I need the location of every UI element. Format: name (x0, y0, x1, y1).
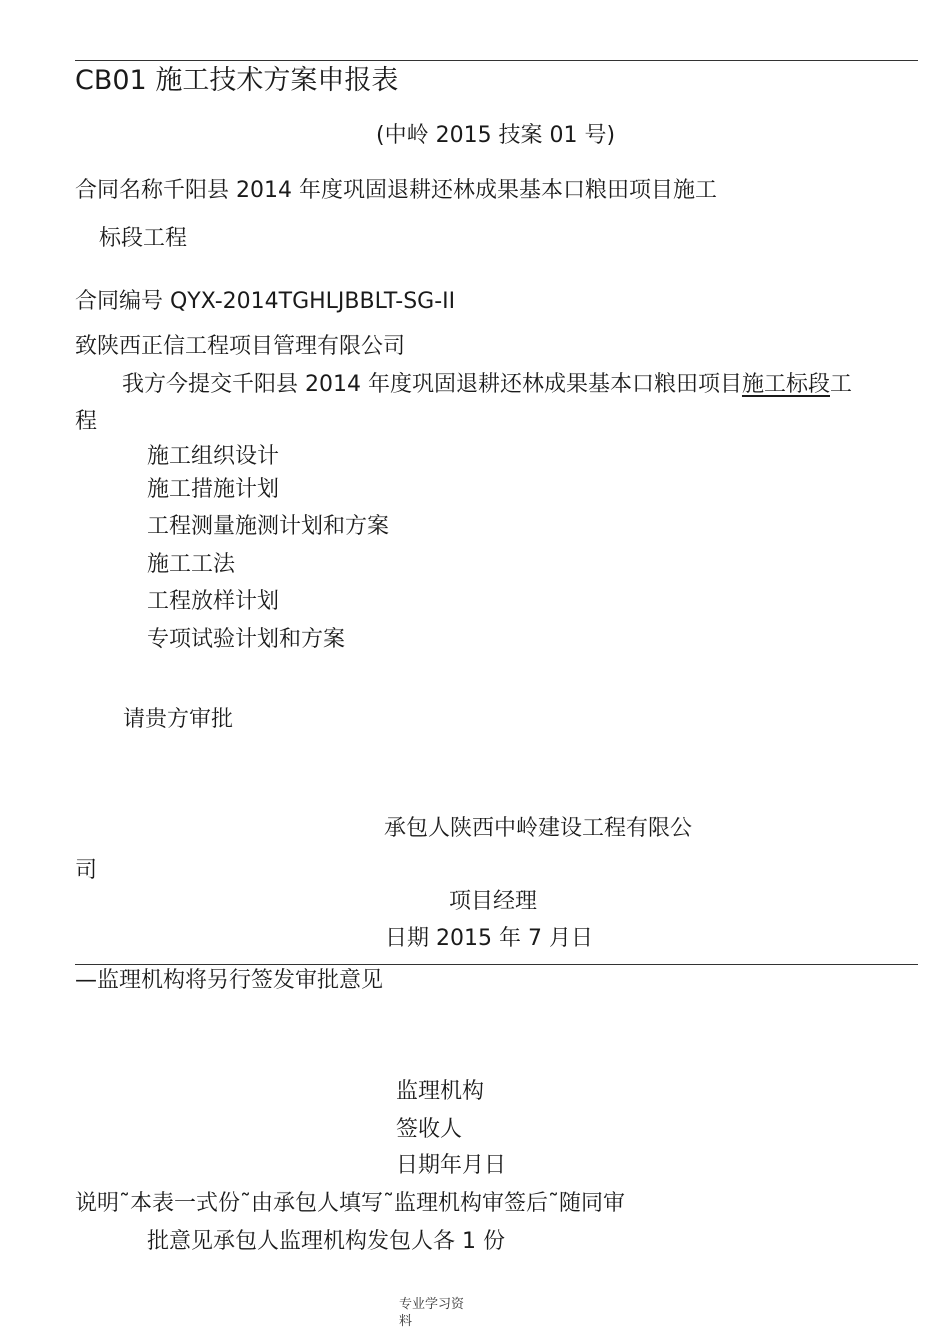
supervision-date: 日期年月日 (396, 1153, 507, 1178)
submit-wrap: 程 (75, 409, 98, 434)
supervision-opinion: —监理机构将另行签发审批意见 (75, 968, 384, 993)
item-construction-method: 施工工法 (147, 552, 236, 577)
contract-number: 合同编号 QYX-2014TGHLJBBLT-SG-II (75, 289, 456, 314)
addressee: 致陕西正信工程项目管理有限公司 (75, 334, 406, 359)
item-survey-plan: 工程测量施测计划和方案 (147, 514, 390, 539)
submit-prefix: 我方今提交千阳县 2014 年度巩固退耕还林成果基本口粮田项目 (122, 372, 742, 397)
item-test-plan: 专项试验计划和方案 (147, 627, 346, 652)
top-rule (75, 60, 918, 61)
form-number: (中岭 2015 技案 01 号) (376, 123, 616, 148)
project-manager: 项目经理 (449, 889, 538, 914)
footer-line2: 料 (399, 1314, 413, 1329)
submit-underlined: 施工标段 (741, 372, 830, 397)
contractor-line1: 承包人陕西中岭建设工程有限公 (384, 816, 693, 841)
contractor-line2: 司 (75, 858, 98, 883)
footer-line1: 专业学习资 (399, 1297, 465, 1312)
form-title: CB01 施工技术方案申报表 (75, 65, 399, 96)
note-line2: 批意见承包人监理机构发包人各 1 份 (147, 1229, 505, 1254)
section-rule (75, 964, 918, 965)
submit-date: 日期 2015 年 7 月日 (385, 926, 593, 951)
submit-suffix: 工 (830, 372, 853, 397)
contract-name-line1: 合同名称千阳县 2014 年度巩固退耕还林成果基本口粮田项目施工 (75, 178, 717, 203)
item-construction-design: 施工组织设计 (147, 444, 280, 469)
supervision-agency: 监理机构 (396, 1079, 485, 1104)
item-construction-measures: 施工措施计划 (147, 477, 280, 502)
supervision-signee: 签收人 (396, 1117, 463, 1142)
approval-request: 请贵方审批 (123, 707, 234, 732)
contract-name-line2: 标段工程 (99, 226, 188, 251)
item-layout-plan: 工程放样计划 (147, 589, 280, 614)
submit-statement (122, 371, 852, 399)
note-line1: 说明˜本表一式份˜由承包人填写˜监理机构审签后˜随同审 (75, 1191, 626, 1216)
